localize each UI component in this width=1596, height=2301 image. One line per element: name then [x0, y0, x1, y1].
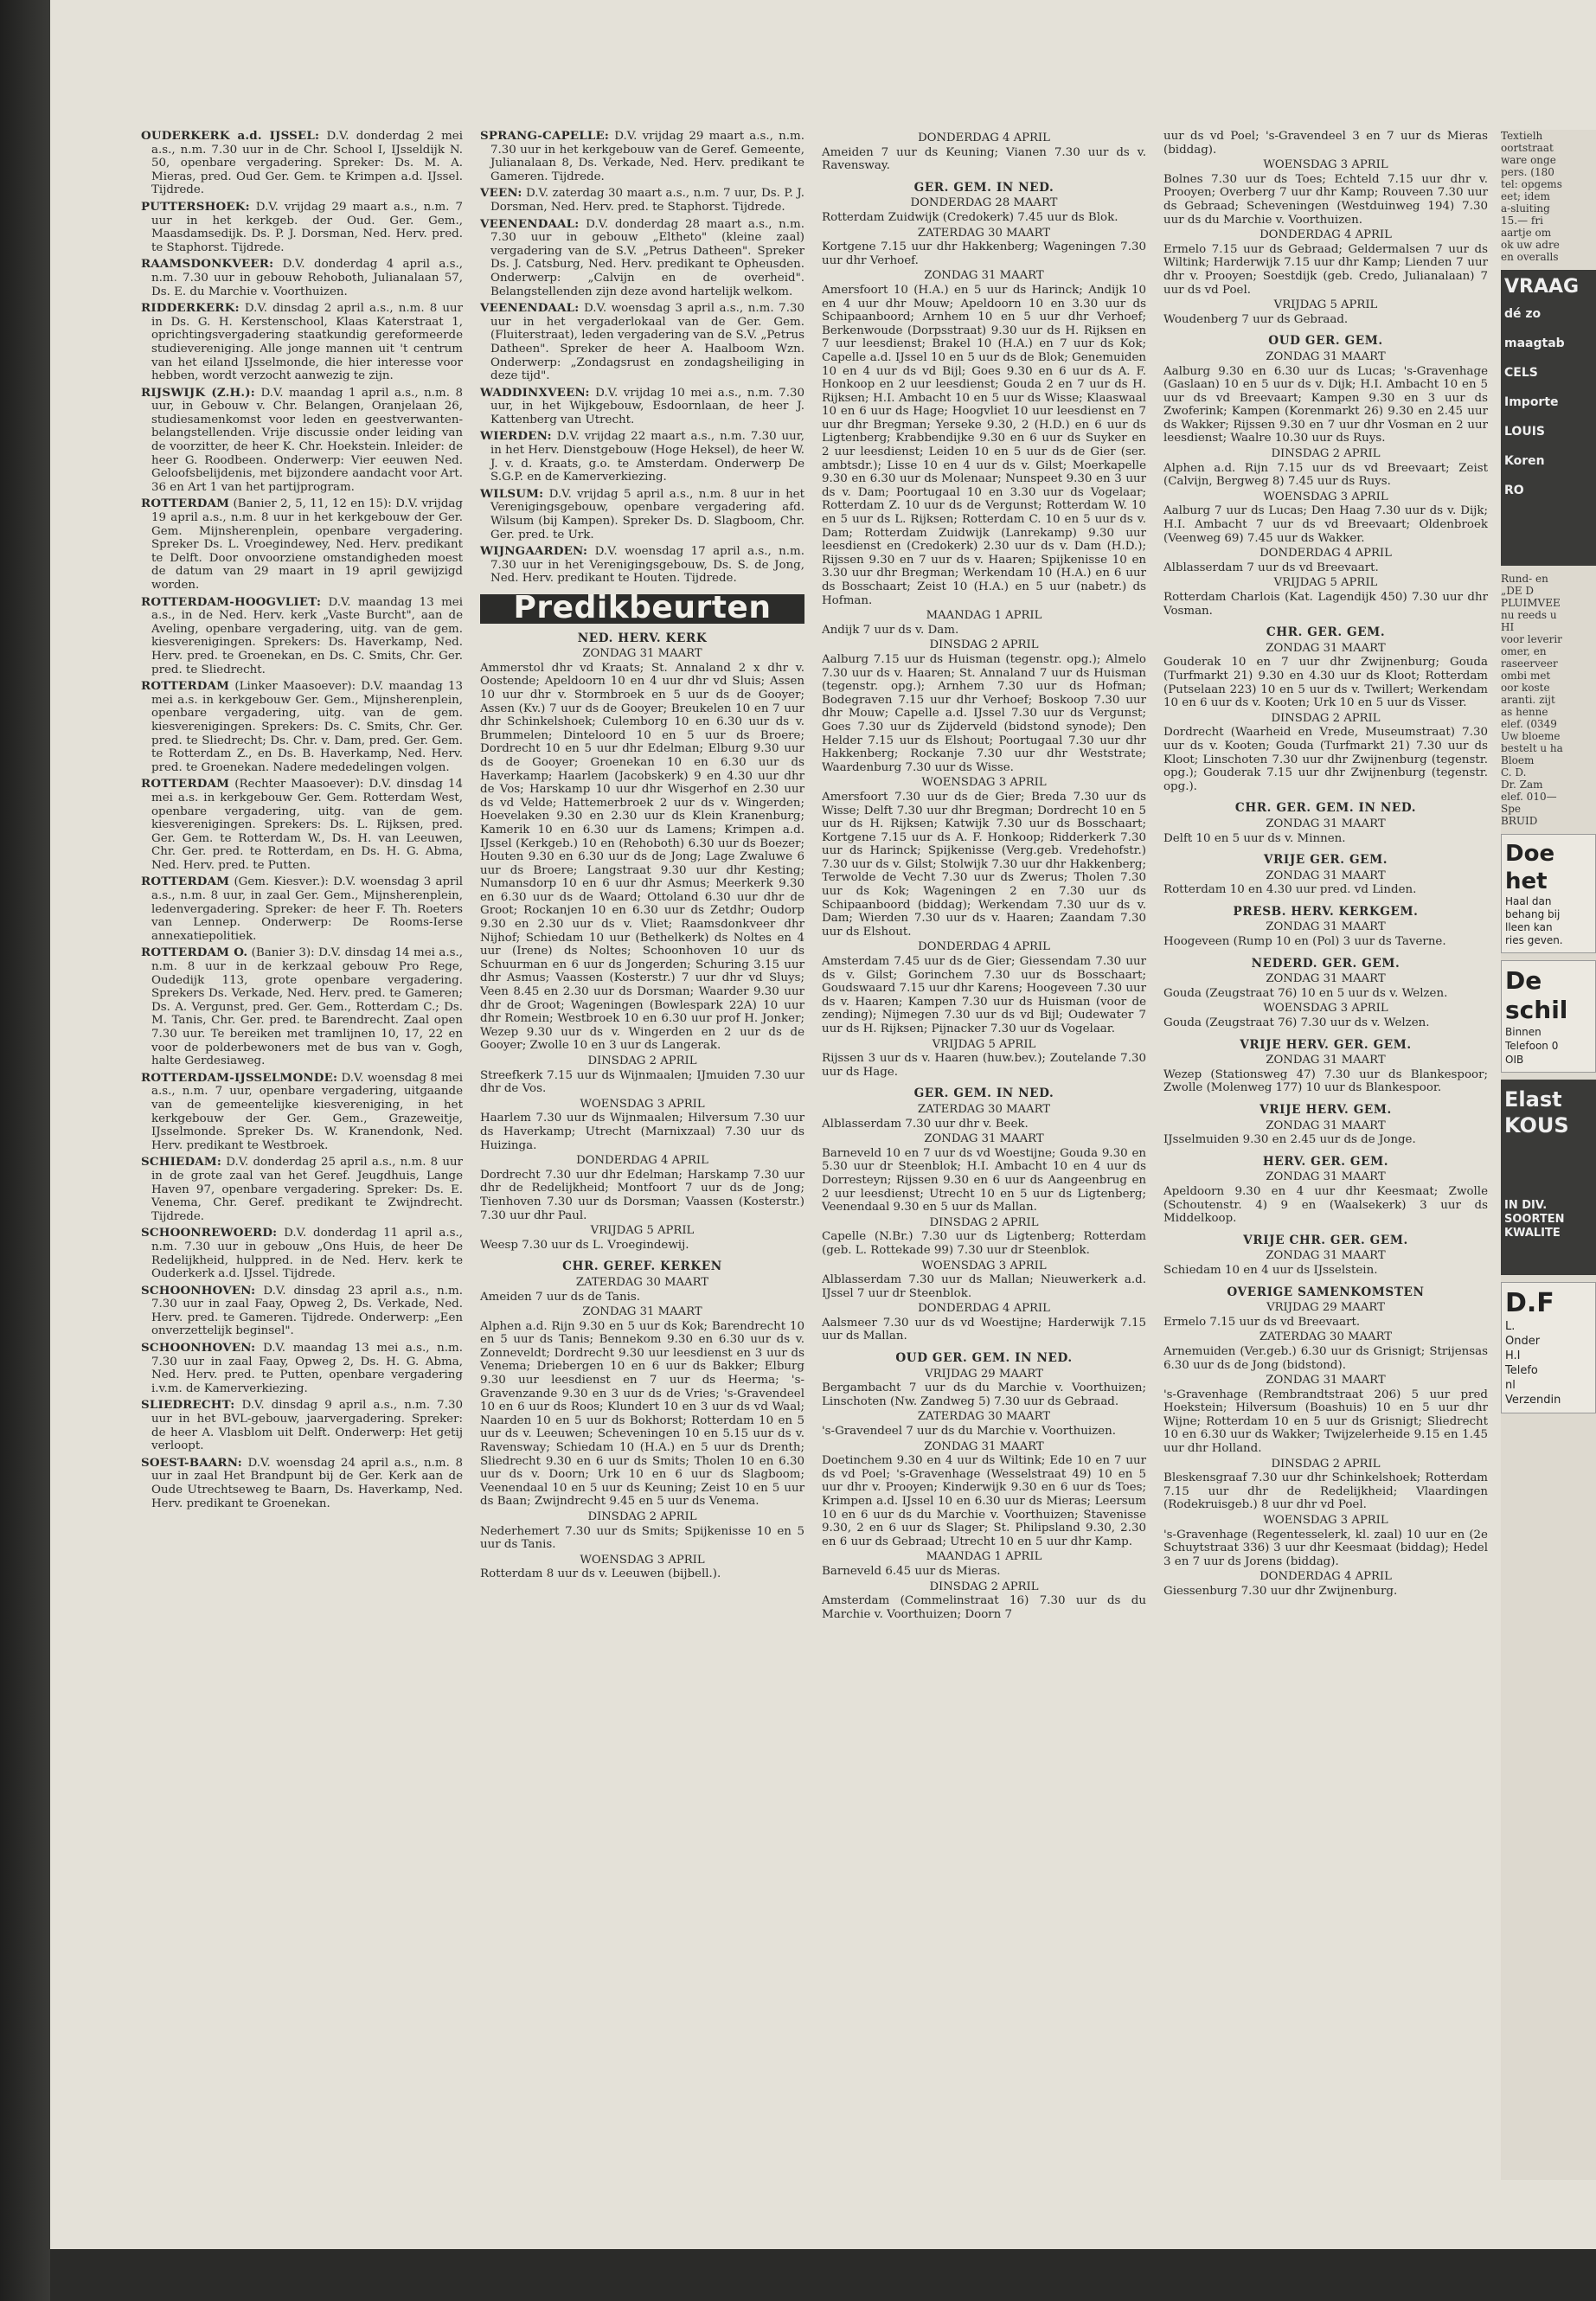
- meeting-entry: [141, 778, 463, 872]
- meeting-text: D.V. vrijdag 5 april a.s., n.m. 8 uur in het Verenigingsgebouw, openbare vergadering afd. Wilsum (bij Kampen). Spreker Ds. D. Slagboom, Chr. Ger. pred. te Urk.: [490, 487, 804, 542]
- date-heading: ZATERDAG 30 MAART: [575, 1275, 709, 1289]
- date-heading: WOENSDAG 3 APRIL: [1263, 1002, 1388, 1016]
- meeting-entry: [141, 302, 463, 383]
- date-heading: ZATERDAG 30 MAART: [917, 1102, 1051, 1116]
- date-heading: WOENSDAG 3 APRIL: [921, 1259, 1047, 1272]
- date-heading: ZONDAG 31 MAART: [1266, 641, 1386, 655]
- meeting-entry: [480, 430, 804, 484]
- service-listing: Kortgene 7.15 uur dhr Hakkenberg; Wageningen 7.30 uur dhr Verhoef.: [822, 240, 1146, 267]
- denomination-heading: VRIJE CHR. GER. GEM.: [1243, 1233, 1408, 1247]
- strip-text-line: nu reeds u: [1501, 609, 1557, 621]
- date-heading: ZONDAG 31 MAART: [924, 1439, 1044, 1453]
- meeting-entry: [141, 387, 463, 495]
- service-listing: IJsselmuiden 9.30 en 2.45 uur ds de Jonge.: [1163, 1133, 1416, 1147]
- date-heading: ZONDAG 31 MAART: [1266, 1170, 1386, 1184]
- strip-text-line: a-sluiting: [1501, 202, 1550, 215]
- service-listing: Gouda (Zeugstraat 76) 10 en 5 uur ds v. Welzen.: [1163, 986, 1448, 1000]
- service-listing: Dordrecht 7.30 uur dhr Edelman; Harskamp 7.30 uur dhr de Redelijkheid; Montfoort 7 uur ds de Jong; Tienhoven 7.30 uur ds Dorsman; Vaassen (Kosterstr.) 7.30 uur dhr Paul.: [480, 1168, 804, 1222]
- advertisement-doe-het: [1501, 834, 1596, 953]
- ad-text: Telefoon 0: [1505, 1040, 1559, 1052]
- ad-text: D.F: [1505, 1288, 1554, 1318]
- service-listing: Gouda (Zeugstraat 76) 7.30 uur ds v. Welzen.: [1163, 1016, 1430, 1030]
- service-listing: Bergambacht 7 uur ds du Marchie v. Voorthuizen; Linschoten (Nw. Zandweg 5) 7.30 uur ds Gebraad.: [822, 1381, 1146, 1408]
- date-heading: DONDERDAG 4 APRIL: [1259, 228, 1392, 242]
- service-listing: Aalburg 7.15 uur ds Huisman (tegenstr. opg.); Almelo 7.30 uur ds v. Haaren; St. Annaland 7 uur ds Huisman (tegenstr. opg.); Arnhem 7.30 uur ds Hofman; Bodegraven 7.15 uur dhr Verhoef; Boskoop 7.30 uur dhr Mouw; Capelle a.d. IJssel 7.30 uur ds Vergunst; Goes 7.30 uur ds Zijderveld (bidstond synode); Den Helder 7.15 uur ds Elshout; Poortugaal 7.30 uur dhr Hakkenberg; Rockanje 7.30 uur dhr Weststrate; Waardenburg 7.30 uur ds Wisse.: [822, 652, 1146, 774]
- meeting-text: D.V. maandag 13 mei a.s., in de Ned. Herv. kerk „Vaste Burcht", aan de Aveling, openbare vergadering, uitg. van de gem. kiesverenigingen. Sprekers: Ds. Haverkamp, Ned. Herv. pred. te Groenekan, en Ds. C. Smits, Chr. Ger. pred. te Sliedrecht.: [151, 595, 463, 676]
- date-heading: VRIJDAG 5 APRIL: [1273, 298, 1378, 312]
- advertisement-vraag: [1501, 270, 1596, 566]
- service-listing: Giessenburg 7.30 uur dhr Zwijnenburg.: [1163, 1585, 1398, 1598]
- strip-text-line: tel: opgems: [1501, 178, 1562, 190]
- denomination-heading: VRIJE HERV. GEM.: [1259, 1103, 1392, 1117]
- date-heading: WOENSDAG 3 APRIL: [1263, 158, 1388, 172]
- advertisement-df: [1501, 1282, 1596, 1413]
- ad-text: Onder: [1505, 1335, 1541, 1348]
- date-heading: WOENSDAG 3 APRIL: [921, 776, 1047, 790]
- date-heading: WOENSDAG 3 APRIL: [580, 1097, 705, 1111]
- ad-text: behang bij: [1505, 908, 1561, 920]
- service-listing: Amersfoort 7.30 uur ds de Gier; Breda 7.30 uur ds Wisse; Delft 7.30 uur dhr Bregman; Dordrecht 10 en 5 uur ds H. Rijksen; Katwijk 7.30 uur ds Bosschaart; Kortgene 7.15 uur ds A. F. Honkoop; Ridderkerk 7.30 uur ds Harinck; Spijkenisse (Verg.geb. Vredehofstr.) 7.30 uur ds v. Gilst; Stolwijk 7.30 uur dhr Hakkenberg; Terwolde de Vecht 7.30 uur ds Zwerus; Tholen 7.30 uur ds Kok; Wageningen 2 en 7.30 uur ds Schipaanboord (biddag); Werkendam 7.30 uur ds v. Dam; Wierden 7.30 uur ds v. Haaren; Zaandam 7.30 uur ds Elshout.: [822, 790, 1146, 939]
- meeting-entry: [141, 497, 463, 592]
- strip-text-line: Uw bloeme: [1501, 730, 1561, 742]
- strip-text-line: C. D.: [1501, 766, 1527, 779]
- ad-text: Haal dan: [1505, 895, 1552, 907]
- meeting-place: ROTTERDAM: [141, 777, 230, 792]
- service-listing: Barneveld 10 en 7 uur ds vd Woestijne; Gouda 9.30 en 5.30 uur dr Steenblok; H.I. Ambacht 10 en 4 uur ds Dorresteyn; Rijssen 9.30 en 6 uur ds Aangeenbrug en 2 uur leesdienst; Utrecht 10 en 5 uur ds Ligtenberg; Veenendaal 9.30 en 5 uur ds Mallan.: [822, 1146, 1146, 1215]
- service-listing: Rotterdam 10 en 4.30 uur pred. vd Linden.: [1163, 883, 1417, 897]
- meeting-entry: [141, 130, 463, 197]
- ad-text: schil: [1505, 996, 1568, 1024]
- column-services-continued: [1163, 130, 1488, 1600]
- ad-spacer: [1504, 1138, 1593, 1199]
- meeting-text: D.V. donderdag 2 mei a.s., n.m. 7.30 uur in de Chr. School I, IJsseldijk N. 50, openbare vergadering. Spreker: Ds. M. A. Mieras, pred. Oud Ger. Gem. te Krimpen a.d. IJssel. Tijdrede.: [151, 130, 463, 197]
- date-heading: ZONDAG 31 MAART: [1266, 1118, 1386, 1132]
- meeting-text: D.V. maandag 1 april a.s., n.m. 8 uur, in Gebouw v. Chr. Belangen, Oranjelaan 26, studiesamenkomst voor leden en geestverwanten-belangstellenden. Vrije discussie onder leiding van de voorzitter, de heer K. Chr. Hoekstein. Inleider: de heer G. Roodbeen. Onderwerp: Vier eeuwen Ned. Geloofsbelijdenis, met bijzondere aandacht voor Art. 36 en Art 1 van het partijprogram.: [151, 386, 463, 494]
- meeting-text: D.V. woensdag 8 mei a.s., n.m. 7 uur, openbare vergadering, uitgaande van de gemeentelijke kiesvereniging, in het kerkgebouw der Ger. Gem., Grazeweitje, IJsselmonde. Spreker Ds. W. Kranendonk, Ned. Herv. predikant te Westbroek.: [151, 1071, 463, 1152]
- meeting-text: D.V. woensdag 17 april a.s., n.m. 7.30 uur in het Verenigingsgebouw, Ds. S. de Jong, Ned. Herv. predikant te Houten. Tijdrede.: [490, 545, 804, 586]
- date-heading: WOENSDAG 3 APRIL: [1263, 1514, 1388, 1528]
- ad-text: maagtab: [1504, 336, 1565, 350]
- ad-text: dé zo: [1504, 307, 1542, 321]
- service-listing: Nederhemert 7.30 uur ds Smits; Spijkenisse 10 en 5 uur ds Tanis.: [480, 1524, 804, 1552]
- service-listing: Ameiden 7 uur ds de Tanis.: [480, 1290, 640, 1304]
- meeting-place: VEENENDAAL:: [480, 301, 580, 316]
- ad-text: De: [1505, 966, 1542, 995]
- meeting-text: D.V. donderdag 11 april a.s., n.m. 7.30 uur in gebouw „Ons Huis, de heer De Redelijkheid, hulppred. in de Ned. Herv. kerk te Ouderkerk a.d. IJssel. Tijdrede.: [151, 1227, 464, 1281]
- ad-text: Telefo: [1505, 1364, 1538, 1377]
- service-listing: Amersfoort 10 (H.A.) en 5 uur ds Harinck; Andijk 10 en 4 uur dhr Mouw; Apeldoorn 10 en 3.30 uur ds Schipaanboord; Arnhem 10 en 5 uur dhr Verhoef; Berkenwoude (Dorpsstraat) 9.30 uur ds H. Rijksen en 7 uur leesdienst; Brakel 10 (H.A.) en 7 uur ds Kok; Capelle a.d. IJssel 10 en 5 uur ds de Blok; Genemuiden 10 en 4 uur ds vd Bijl; Goes 9.30 en 6 uur ds A. F. Honkoop en 2 uur leesdienst; Gouda 2 en 7 uur ds H. Rijksen; H.I. Ambacht 10 en 5 uur ds Wisse; Klaaswaal 10 en 6 uur ds Hage; Hoogvliet 10 uur leesdienst en 7 uur dhr Bregman; Yerseke 9.30, 2 (H.D.) en 6 uur ds Ligtenberg; Krabbendijke 9.30 en 6 uur ds Suyker en 2 uur leesdienst; Leiden 10 en 5 uur ds de Gier (ser. ambtsdr.); Lisse 10 en 4 uur ds v. Gilst; Moerkapelle 9.30 en 6.30 uur ds Molenaar; Nunspeet 9.30 en 3 uur ds v. Dam; Poortugaal 10 en 3.30 uur ds Vogelaar; Rotterdam Z. 10 uur ds de Vergunst; Rotterdam W. 10 en 5 uur ds L. Rijksen; Rotterdam C. 10 en 5 uur ds v. Dam; Rotterdam Zuidwijk (Lanrekamp) 9.30 uur leesdienst en (Credokerk) 2.30 uur ds v. Dam (H.D.); Rijssen 9.30 en 7 uur ds v. Haaren; Spijkenisse 10 en 3.30 uur dhr Bregman; Werkendam 10 (H.A.) en 6 uur ds Bosschaart; Zeist 10 (H.A.) en 5 uur (nabetr.) ds Hofman.: [822, 283, 1146, 607]
- meeting-entry: [141, 875, 463, 943]
- date-heading: ZONDAG 31 MAART: [1266, 972, 1386, 986]
- strip-text-line: ombi met: [1501, 670, 1551, 682]
- service-listing: Ermelo 7.15 uur ds Gebraad; Geldermalsen 7 uur ds Wiltink; Harderwijk 7.15 uur dhr Kamp; Lienden 7 uur dhr v. Prooyen; Soestdijk (geb. Credo, Julianalaan) 7 uur ds vd Poel.: [1163, 242, 1488, 297]
- service-listing: Andijk 7 uur ds v. Dam.: [822, 623, 959, 637]
- strip-text-line: ware onge: [1501, 154, 1556, 166]
- strip-text-line: aartje om: [1501, 227, 1552, 239]
- ad-text: Elast: [1504, 1087, 1562, 1112]
- ad-text: IN DIV.: [1504, 1199, 1548, 1212]
- meeting-place: WIERDEN:: [480, 429, 552, 444]
- ad-text: VRAAG: [1504, 276, 1580, 298]
- ad-text: H.I: [1505, 1349, 1521, 1362]
- strip-text-line: Spe: [1501, 803, 1522, 815]
- meeting-place: RIDDERKERK:: [141, 301, 240, 316]
- service-listing: Ameiden 7 uur ds Keuning; Vianen 7.30 uur ds v. Ravensway.: [822, 145, 1146, 173]
- date-heading: DINSDAG 2 APRIL: [929, 1580, 1039, 1593]
- date-heading: ZONDAG 31 MAART: [582, 1305, 702, 1319]
- strip-text-line: Rund- en: [1501, 573, 1548, 585]
- ad-text: Importe: [1504, 395, 1559, 409]
- meeting-text: (Rechter Maasoever): D.V. dinsdag 14 mei a.s. in kerkgebouw Ger. Gem. Rotterdam West, openbare vergadering, uitg. van de gem. kiesverenigingen. Sprekers: Ds. L. Rijksen, pred. Ger. Gem. te Rotterdam W., Ds. H. van Leeuwen, Chr. Ger. pred. te Rotterdam, en Ds. H. G. Abma, Ned. Herv. pred. te Putten.: [151, 778, 463, 872]
- service-listing: Bleskensgraaf 7.30 uur dhr Schinkelshoek; Rotterdam 7.15 uur dhr de Redelijkheid; Vlaardingen (Rodekruisgeb.) 8 uur dhr vd Poel.: [1163, 1471, 1488, 1512]
- service-listing: Apeldoorn 9.30 en 4 uur dhr Keesmaat; Zwolle (Schoutenstr. 4) 9 en (Waalsekerk) 3 uur ds Middelkoop.: [1163, 1184, 1488, 1226]
- column-meetings: [141, 130, 463, 1514]
- denomination-heading: NED. HERV. KERK: [577, 631, 708, 645]
- service-listing: Alblasserdam 7.30 uur dhr v. Beek.: [822, 1117, 1029, 1131]
- meeting-text: D.V. woensdag 24 april a.s., n.m. 8 uur in zaal Het Brandpunt bij de Ger. Kerk aan de Oude Utrechtseweg te Baarn, Ds. Haverkamp, Ned. Herv. predikant te Groenekan.: [151, 1456, 463, 1510]
- scan-edge-bottom: [50, 2249, 1596, 2301]
- meeting-place: WILSUM:: [480, 486, 544, 501]
- service-listing: Wezep (Stationsweg 47) 7.30 uur ds Blankespoor; Zwolle (Molenweg 177) 10 uur ds Blankespoor.: [1163, 1067, 1488, 1095]
- ad-text: KWALITE: [1504, 1227, 1561, 1240]
- service-listing: uur ds vd Poel; 's-Gravendeel 3 en 7 uur ds Mieras (biddag).: [1163, 130, 1488, 157]
- service-listing: Amsterdam 7.45 uur ds de Gier; Giessendam 7.30 uur ds v. Gilst; Gorinchem 7.30 uur ds Bosschaart; Goudswaard 7.15 uur dhr Karens; Hoogeveen 7.30 uur ds v. Haaren; Kampen 7.30 uur ds Huisman (voor de zending); Nijmegen 7.30 uur ds vd Bijl; Oudewater 7 uur ds H. Rijksen; Pijnacker 7.30 uur ds Vogelaar.: [822, 955, 1146, 1035]
- denomination-heading: PRESB. HERV. KERKGEM.: [1233, 904, 1419, 919]
- strip-text-line: omer, en: [1501, 645, 1547, 657]
- strip-text-line: elef. 010—: [1501, 791, 1557, 803]
- denomination-heading: VRIJE GER. GEM.: [1263, 853, 1388, 868]
- meeting-entry: [141, 596, 463, 677]
- meeting-text: (Gem. Kiesver.): D.V. woensdag 3 april a.s., n.m. 8 uur, in zaal Ger. Gem., Mijnsherenplein, ledenvergadering. Spreker: de heer F. Th. Roeters van Lennep. Onderwerp: De Rooms-Ierse annexatiepolitiek.: [151, 875, 463, 943]
- ad-text: KOUS: [1504, 1113, 1569, 1138]
- meeting-entry: [141, 946, 463, 1067]
- meeting-place: WADDINXVEEN:: [480, 385, 590, 400]
- meeting-entry: [141, 201, 463, 254]
- meeting-place: RIJSWIJK (Z.H.):: [141, 385, 255, 400]
- strip-text-line: en overalls: [1501, 251, 1559, 263]
- service-listing: Dordrecht (Waarheid en Vrede, Museumstraat) 7.30 uur ds v. Kooten; Gouda (Turfmarkt 21) 7.30 uur ds Kloot; Linschoten 7.30 uur dhr Zwijnenburg (tegenstr. opg.); Gouderak 7.15 uur dhr Zwijnenburg (tegenstr. opg.).: [1163, 726, 1488, 793]
- ad-text: nl: [1505, 1379, 1516, 1392]
- date-heading: ZONDAG 31 MAART: [1266, 1374, 1386, 1388]
- meeting-entry: [141, 1227, 463, 1280]
- predikbeurten-banner: Predikbeurten: [480, 594, 804, 624]
- date-heading: DINSDAG 2 APRIL: [1271, 447, 1381, 461]
- service-listing: Aalburg 9.30 en 6.30 uur ds Lucas; 's-Gravenhage (Gaslaan) 10 en 5 uur ds v. Dijk; H.I. Ambacht 10 en 5 uur ds vd Breevaart; Kampen 9.30 en 3 uur ds Zwoferink; Kampen (Korenmarkt 26) 9.30 en 2.45 uur ds Wakker; Rijssen 9.30 en 7 uur dhr Vosman en 2 uur leesdienst; Waalre 10.30 uur ds Ruys.: [1163, 364, 1488, 445]
- date-heading: DONDERDAG 4 APRIL: [918, 1302, 1050, 1316]
- service-listing: Amsterdam (Commelinstraat 16) 7.30 uur ds du Marchie v. Voorthuizen; Doorn 7: [822, 1594, 1146, 1621]
- adjacent-page-strip: [1501, 130, 1596, 2180]
- service-listing: 's-Gravenhage (Regentesselerk, kl. zaal) 10 uur en (2e Schuytstraat 336) 3 uur dhr Keesmaat (biddag); Hedel 3 en 7 uur ds Jorens (biddag).: [1163, 1528, 1488, 1568]
- strip-text-line: eet; idem: [1501, 190, 1550, 202]
- ad-text: ries geven.: [1505, 934, 1563, 946]
- date-heading: DINSDAG 2 APRIL: [587, 1510, 697, 1523]
- date-heading: DINSDAG 2 APRIL: [929, 1215, 1039, 1229]
- denomination-heading: VRIJE HERV. GER. GEM.: [1240, 1037, 1412, 1052]
- meeting-entry: [480, 488, 804, 542]
- service-listing: Schiedam 10 en 4 uur ds IJsselstein.: [1163, 1263, 1378, 1277]
- denomination-heading: HERV. GER. GEM.: [1262, 1154, 1389, 1169]
- service-listing: Aalsmeer 7.30 uur ds vd Woestijne; Harderwijk 7.15 uur ds Mallan.: [822, 1316, 1146, 1343]
- service-listing: Bolnes 7.30 uur ds Toes; Echteld 7.15 uur dhr v. Prooyen; Overberg 7 uur dhr Kamp; Rouveen 7.30 uur ds Gebraad; Scheveningen (Westduinweg 194) 7.30 uur ds du Marchie v. Voorthuizen.: [1163, 172, 1488, 227]
- date-heading: ZATERDAG 30 MAART: [1259, 1330, 1393, 1344]
- strip-text-line: oortstraat: [1501, 142, 1554, 154]
- service-listing: Ermelo 7.15 uur ds vd Breevaart.: [1163, 1315, 1361, 1329]
- date-heading: MAANDAG 1 APRIL: [926, 609, 1042, 623]
- date-heading: ZATERDAG 30 MAART: [917, 1410, 1051, 1424]
- meeting-place: PUTTERSHOEK:: [141, 199, 250, 214]
- denomination-heading: CHR. GER. GEM.: [1266, 625, 1386, 640]
- denomination-heading: CHR. GEREF. KERKEN: [562, 1259, 722, 1274]
- column-services: [822, 130, 1146, 1623]
- meeting-entry: [480, 302, 804, 383]
- meeting-text: D.V. maandag 13 mei a.s., n.m. 7.30 uur in zaal Faay, Opweg 2, Ds. H. G. Abma, Ned. Herv. pred. te Putten, openbare vergadering i.v.m. de Kamerverkiezing.: [151, 1342, 463, 1395]
- strip-text-line: 15.— fri: [1501, 215, 1543, 227]
- service-listing: Alphen a.d. Rijn 7.15 uur ds vd Breevaart; Zeist (Calvijn, Bergweg 8) 7.45 uur ds Ruys.: [1163, 461, 1488, 489]
- service-listing: Alphen a.d. Rijn 9.30 en 5 uur ds Kok; Barendrecht 10 en 5 uur ds Tanis; Bennekom 9.30 en 6.30 uur ds v. Zonneveldt; Dordrecht 9.30 uur leesdienst en 3 uur ds Venema; Driebergen 10 en 6 uur ds Bakker; Elburg 9.30 uur leesdienst en 7 uur ds Heerma; 's-Gravenzande 9.30 en 3 uur ds de Vries; 's-Gravendeel 10 en 6 uur ds Roos; Klundert 10 en 3 uur ds vd Waal; Naarden 10 en 5 uur ds Bokhorst; Rotterdam 10 en 5 uur ds v. Leeuwen; Scheveningen 10 en 5.15 uur ds v. Ravensway; Schiedam 10 (H.A.) en 5 uur ds Drenth; Sliedrecht 9.30 en 6 uur ds Smits; Tholen 10 en 6.30 uur ds v. Doorn; Urk 10 en 6 uur ds Slagboom; Veenendaal 10 en 5 uur ds Keuning; Zeist 10 en 5 uur ds Baan; Zwijndrecht 9.45 en 5 uur ds Venema.: [480, 1319, 804, 1509]
- meeting-place: OUDERKERK a.d. IJSSEL:: [141, 129, 320, 143]
- column-meetings-and-services: [480, 130, 804, 1583]
- denomination-heading: GER. GEM. IN NED.: [913, 1086, 1054, 1101]
- ad-text: lleen kan: [1505, 921, 1553, 933]
- strip-text-line: raseerveer: [1501, 657, 1558, 670]
- meeting-place: SCHOONHOVEN:: [141, 1341, 256, 1356]
- meeting-text: D.V. zaterdag 30 maart a.s., n.m. 7 uur, Ds. P. J. Dorsman, Ned. Herv. pred. te Staphorst. Tijdrede.: [490, 187, 804, 214]
- meeting-place: ROTTERDAM: [141, 497, 230, 511]
- date-heading: DONDERDAG 4 APRIL: [918, 131, 1050, 144]
- service-listing: 's-Gravenhage (Rembrandtstraat 206) 5 uur pred Hoekstein; Hilversum (Boashuis) 10 en 5 uur dhr Wijne; Rotterdam 10 en 5 uur ds Grisnigt; Sliedrecht 10 en 6.30 uur ds Wakker; Twijzelerheide 9.15 en 1.45 uur dhr Holland.: [1163, 1388, 1488, 1456]
- ad-text: Koren: [1504, 454, 1545, 468]
- meeting-place: SCHOONREWOERD:: [141, 1226, 278, 1240]
- strip-text-line: elef. (0349: [1501, 718, 1557, 730]
- date-heading: DONDERDAG 4 APRIL: [918, 940, 1050, 954]
- meeting-text: D.V. dinsdag 9 april a.s., n.m. 7.30 uur in het BVL-gebouw, jaarvergadering. Spreker: de heer A. Vlasblom uit Delft. Onderwerp: Het getij verloopt.: [151, 1399, 463, 1453]
- meeting-place: ROTTERDAM: [141, 875, 230, 889]
- meeting-entry: [480, 187, 804, 214]
- date-heading: DINSDAG 2 APRIL: [587, 1054, 697, 1067]
- meeting-place: WIJNGAARDEN:: [480, 544, 588, 559]
- service-listing: Woudenberg 7 uur ds Gebraad.: [1163, 312, 1349, 326]
- date-heading: VRIJDAG 5 APRIL: [932, 1037, 1036, 1051]
- date-heading: ZONDAG 31 MAART: [1266, 817, 1386, 830]
- meeting-entry: [141, 1156, 463, 1223]
- strip-text-line: bestelt u ha: [1501, 742, 1563, 754]
- service-listing: Ammerstol dhr vd Kraats; St. Annaland 2 x dhr v. Oostende; Apeldoorn 10 en 4 uur dhr vd Sluis; Assen 10 uur dhr v. Stormbroek en 5 uur ds de Gooyer; Assen (Kv.) 7 uur ds de Gooyer; Breukelen 10 en 7 uur dhr Schinkelshoek; Culemborg 10 en 6.30 uur ds v. Brummelen; Dinteloord 10 en 5 uur ds Broere; Dordrecht 10 en 5 uur dhr Edelman; Elburg 9.30 uur ds de Gooyer; Groenekan 10 en 6.30 uur ds Haverkamp; Haarlem (Jacobskerk) 9 en 4.30 uur dhr de Vos; Harskamp 10 uur dhr Wisgerhof en 2.30 uur ds vd Velde; Hattemerbroek 2 uur ds v. Wingerden; Hoevelaken 9.30 en 2.30 uur ds Klein Kranenburg; Kamerik 10 en 6.30 uur ds Lamens; Krimpen a.d. IJssel (Kerkgeb.) 10 en (Rehoboth) 6.30 uur ds Boezer; Houten 9.30 en 6.30 uur ds de Jong; Lage Zwaluwe 6 uur ds Broere; Langstraat 9.30 uur dhr Kesting; Numansdorp 10 en 6 uur dhr Asmus; Meerkerk 9.30 en 6.30 uur ds de Waard; Ottoland 6.30 uur dhr de Groot; Rockanjen 10 en 6.30 uur ds Zetdhr; Oudorp 9.30 en 2.30 uur ds v. Vliet; Raamsdonkveer dhr Nijhof; Schiedam 10 uur (Bethelkerk) ds Noltes en 4 uur (Irene) ds Noltes; Schoonhoven 10 uur ds Schuurman en 6 uur ds Jongerden; Schuring 3.15 uur dhr Asmus; Vaassen (Kosterstr.) 7 uur dhr vd Sluys; Veen 8.45 en 2.30 uur ds Dorsman; Waarder 9.30 uur dhr de Groot; Wageningen (Bowlespark 22A) 10 uur dhr Romein; Westbroek 10 en 6.30 uur prof H. Jonker; Wezep 9.30 uur ds v. Wingerden en 2 uur ds de Gooyer; Zwolle 10 en 3 uur ds Langerak.: [480, 661, 804, 1053]
- service-listing: Weesp 7.30 uur ds L. Vroegindewij.: [480, 1238, 689, 1252]
- meeting-entry: [141, 1342, 463, 1395]
- denomination-heading: GER. GEM. IN NED.: [913, 180, 1054, 195]
- strip-text-line: BRUID: [1501, 815, 1538, 827]
- service-listing: Capelle (N.Br.) 7.30 uur ds Ligtenberg; Rotterdam (geb. L. Rottekade 99) 7.30 uur dr Steenblok.: [822, 1230, 1146, 1257]
- date-heading: VRIJDAG 29 MAART: [1266, 1301, 1385, 1315]
- meeting-entry: [141, 1457, 463, 1510]
- date-heading: WOENSDAG 3 APRIL: [1263, 490, 1388, 503]
- strip-text-line: ok uw adre: [1501, 239, 1560, 251]
- date-heading: ZONDAG 31 MAART: [1266, 1249, 1386, 1263]
- ad-text: Binnen: [1505, 1026, 1542, 1038]
- date-heading: MAANDAG 1 APRIL: [926, 1550, 1042, 1564]
- strip-text-line: as henne: [1501, 706, 1548, 718]
- meeting-text: D.V. donderdag 28 maart a.s., n.m. 7.30 uur in gebouw „Eltheto" (kleine zaal) vergadering van de S.V. „Petrus Datheen". Spreker Ds. J. Catsburg, Ned. Herv. predikant te Opheusden. Onderwerp: „Calvijn en de overheid". Belangstellenden zijn deze avond hartelijk welkom.: [490, 217, 804, 298]
- strip-text-line: oor koste: [1501, 682, 1550, 694]
- service-listing: Arnemuiden (Ver.geb.) 6.30 uur ds Grisnigt; Strijensas 6.30 uur ds de Jong (bidstond).: [1163, 1344, 1488, 1372]
- meeting-place: ROTTERDAM: [141, 679, 230, 694]
- meeting-entry: [141, 1285, 463, 1338]
- meeting-text: D.V. vrijdag 29 maart a.s., n.m. 7 uur in het kerkgeb. der Oud. Ger. Gem., Maasdamsedijk. Ds. P. J. Dorsman, Ned. Herv. pred. te Staphorst. Tijdrede.: [151, 200, 463, 254]
- meeting-text: D.V. vrijdag 10 mei a.s., n.m. 7.30 uur, in het Wijkgebouw, Esdoornlaan, de heer J. Kattenberg van Utrecht.: [490, 386, 804, 426]
- date-heading: DONDERDAG 4 APRIL: [1259, 547, 1392, 561]
- service-listing: Hoogeveen (Rump 10 en (Pol) 3 uur ds Taverne.: [1163, 935, 1446, 949]
- meeting-place: SLIEDRECHT:: [141, 1398, 235, 1413]
- strip-text-line: „DE D: [1501, 585, 1535, 597]
- service-listing: Rotterdam Zuidwijk (Credokerk) 7.45 uur ds Blok.: [822, 210, 1118, 224]
- service-listing: Gouderak 10 en 7 uur dhr Zwijnenburg; Gouda (Turfmarkt 21) 9.30 en 4.30 uur ds Kloot; Rotterdam (Putselaan 223) 10 en 5 uur ds v. Twillert; Werkendam 10 en 6 uur ds v. Kooten; Urk 10 en 5 uur ds Visser.: [1163, 656, 1488, 710]
- meeting-entry: [480, 387, 804, 427]
- date-heading: ZONDAG 31 MAART: [1266, 920, 1386, 934]
- meeting-place: ROTTERDAM O.: [141, 945, 248, 960]
- date-heading: ZONDAG 31 MAART: [1266, 349, 1386, 363]
- strip-text-line: pers. (180: [1501, 166, 1554, 178]
- advertisement-elastic-kousen: [1501, 1080, 1596, 1275]
- meeting-entry: [141, 258, 463, 298]
- meeting-text: D.V. dinsdag 23 april a.s., n.m. 7.30 uur in zaal Faay, Opweg 2, Ds. Verkade, Ned. Herv. pred. te Gameren. Tijdrede. Onderwerp: „Een onverzettelijk beginsel".: [151, 1284, 463, 1338]
- strip-text-line: voor leverir: [1501, 633, 1562, 645]
- denomination-heading: CHR. GER. GEM. IN NED.: [1234, 801, 1417, 816]
- ad-text: Verzendin: [1505, 1394, 1561, 1407]
- meeting-text: D.V. vrijdag 29 maart a.s., n.m. 7.30 uur in het kerkgebouw van de Geref. Gemeente, Julianalaan 8, Ds. Verkade, Ned. Herv. predikant te Gameren. Tijdrede.: [490, 130, 804, 183]
- denomination-heading: OVERIGE SAMENKOMSTEN: [1227, 1285, 1425, 1299]
- meeting-entry: [141, 1399, 463, 1452]
- date-heading: VRIJDAG 5 APRIL: [590, 1224, 695, 1238]
- meeting-place: ROTTERDAM-IJSSELMONDE:: [141, 1070, 338, 1085]
- service-listing: Delft 10 en 5 uur ds v. Minnen.: [1163, 831, 1346, 845]
- meeting-text: (Banier 2, 5, 11, 12 en 15): D.V. vrijdag 19 april a.s., n.m. 8 uur in het kerkgebouw der Ger. Gem. Mijnsherenplein, openbare vergadering. Spreker Ds. L. Vroegindewey, Ned. Herv. predikant te Delft. Door onvoorziene omstandigheden moest de datum van 29 maart in 19 april gewijzigd worden.: [151, 497, 463, 592]
- meeting-text: (Banier 3): D.V. dinsdag 14 mei a.s., n.m. 8 uur in de kerkzaal gebouw Pro Rege, Oudedijk 113, grote openbare vergadering. Sprekers Ds. Verkade, Ned. Herv. pred. te Gameren; Ds. A. Vergunst, pred. Ger. Gem., Rotterdam C.; Ds. M. Tanis, Chr. Ger. pred. te Barendrecht. Zaal open 7.30 uur. Te bereiken met tramlijnen 10, 17, 22 en voor de polderbewoners met de bus van v. Gogh, halte Gerdesiaweg.: [151, 946, 463, 1068]
- date-heading: ZONDAG 31 MAART: [924, 1132, 1044, 1146]
- date-heading: VRIJDAG 29 MAART: [925, 1367, 1043, 1381]
- service-listing: Barneveld 6.45 uur ds Mieras.: [822, 1564, 1001, 1578]
- strip-text-line: Textielh: [1501, 130, 1543, 142]
- meeting-place: SOEST-BAARN:: [141, 1455, 242, 1470]
- denomination-heading: OUD GER. GEM.: [1268, 334, 1383, 349]
- strip-text-line: PLUIMVEE: [1501, 597, 1561, 609]
- meeting-text: D.V. donderdag 4 april a.s., n.m. 7.30 uur in gebouw Rehoboth, Julianalaan 57, Ds. E. du Marchie v. Voorthuizen.: [151, 258, 463, 298]
- meeting-entry: [480, 545, 804, 586]
- meeting-place: VEEN:: [480, 186, 522, 201]
- strip-text-line: HI: [1501, 621, 1515, 633]
- meeting-place: ROTTERDAM-HOOGVLIET:: [141, 594, 322, 609]
- service-listing: Alblasserdam 7 uur ds vd Breevaart.: [1163, 561, 1379, 574]
- advertisement-schil: [1501, 960, 1596, 1073]
- meeting-place: RAAMSDONKVEER:: [141, 257, 274, 272]
- ad-text: SOORTEN: [1504, 1213, 1565, 1226]
- ad-text: het: [1505, 868, 1548, 894]
- strip-text-line: Bloem: [1501, 754, 1535, 766]
- meeting-entry: [480, 218, 804, 299]
- meeting-place: SCHOONHOVEN:: [141, 1283, 256, 1298]
- strip-text-line: aranti. zijt: [1501, 694, 1555, 706]
- ad-text: OIB: [1505, 1054, 1524, 1066]
- service-listing: Rijssen 3 uur ds v. Haaren (huw.bev.); Zoutelande 7.30 uur ds Hage.: [822, 1052, 1146, 1079]
- ad-text: RO: [1504, 484, 1524, 497]
- date-heading: WOENSDAG 3 APRIL: [580, 1553, 705, 1567]
- meeting-entry: [141, 1072, 463, 1153]
- meeting-text: D.V. donderdag 25 april a.s., n.m. 8 uur in de grote zaal van het Geref. Jeugdhuis, Lange Haven 97, openbare vergadering. Spreker: Ds. E. Venema, Chr. Geref. predikant te Zwijndrecht. Tijdrede.: [151, 1156, 463, 1223]
- ad-text: Doe: [1505, 841, 1555, 867]
- ad-text: L.: [1505, 1320, 1516, 1333]
- date-heading: ZONDAG 31 MAART: [1266, 868, 1386, 882]
- meeting-place: VEENENDAAL:: [480, 216, 580, 231]
- date-heading: DINSDAG 2 APRIL: [929, 638, 1039, 652]
- meeting-entry: [480, 130, 804, 183]
- meeting-place: SCHIEDAM:: [141, 1155, 222, 1170]
- date-heading: DONDERDAG 4 APRIL: [576, 1154, 708, 1168]
- strip-text-line: Dr. Zam: [1501, 779, 1543, 791]
- meeting-text: D.V. dinsdag 2 april a.s., n.m. 8 uur in Ds. G. H. Kerstenschool, Klaas Katerstraat 1, oprichtingsvergadering staatkundig gereformeerde studievereniging. Alle jonge mannen uit 't centrum van het eiland IJsselmonde, die hier interesse voor hebben, wordt verzocht aanwezig te zijn.: [151, 302, 463, 383]
- service-listing: Streefkerk 7.15 uur ds Wijnmaalen; IJmuiden 7.30 uur dhr de Vos.: [480, 1068, 804, 1096]
- date-heading: ZONDAG 31 MAART: [582, 647, 702, 661]
- denomination-heading: NEDERD. GER. GEM.: [1251, 956, 1401, 971]
- date-heading: DINSDAG 2 APRIL: [1271, 1457, 1381, 1471]
- service-listing: Doetinchem 9.30 en 4 uur ds Wiltink; Ede 10 en 7 uur ds vd Poel; 's-Gravenhage (Wesselstraat 49) 10 en 5 uur dhr v. Prooyen; Kinderwijk 9.30 en 6 uur ds Toes; Krimpen a.d. IJssel 10 en 6.30 uur ds Mieras; Leersum 10 en 6 uur ds du Marchie v. Voorthuizen; Stavenisse 9.30, 2 en 6 uur ds Slager; St. Philipsland 9.30, 2.30 en 6 uur ds Gebraad; Utrecht 10 en 5 uur dhr Kamp.: [822, 1454, 1146, 1548]
- meeting-entry: [141, 680, 463, 774]
- service-listing: Aalburg 7 uur ds Lucas; Den Haag 7.30 uur ds v. Dijk; H.I. Ambacht 7 uur ds vd Breevaart; Oldenbroek (Veenweg 69) 7.45 uur ds Wakker.: [1163, 504, 1488, 545]
- ad-text: CELS: [1504, 366, 1538, 380]
- service-listing: Rotterdam Charlois (Kat. Lagendijk 450) 7.30 uur dhr Vosman.: [1163, 591, 1488, 618]
- denomination-heading: OUD GER. GEM. IN NED.: [895, 1351, 1073, 1366]
- service-listing: Rotterdam 8 uur ds v. Leeuwen (bijbell.).: [480, 1567, 721, 1581]
- date-heading: ZONDAG 31 MAART: [924, 269, 1044, 283]
- date-heading: DINSDAG 2 APRIL: [1271, 711, 1381, 725]
- scan-edge-left: [0, 0, 50, 2301]
- service-listing: Haarlem 7.30 uur ds Wijnmaalen; Hilversum 7.30 uur ds Haverkamp; Utrecht (Marnixzaal) 7.30 uur ds Huizinga.: [480, 1112, 804, 1152]
- service-listing: 's-Gravendeel 7 uur ds du Marchie v. Voorthuizen.: [822, 1425, 1116, 1439]
- meeting-text: (Linker Maasoever): D.V. maandag 13 mei a.s. in kerkgebouw Ger. Gem., Mijnsherenplein, openbare vergadering, uitg. van de gem. kiesverenigingen. Sprekers: Ds. C. Smits, Chr. Ger. pred. te Sliedrecht; Ds. Chr. v. Dam, pred. Ger. Gem. te Rotterdam Z., en Ds. B. Haverkamp, Ned. Herv. pred. te Groenekan. Nadere mededelingen volgen.: [151, 680, 463, 774]
- ad-text: LOUIS: [1504, 425, 1545, 439]
- date-heading: VRIJDAG 5 APRIL: [1273, 576, 1378, 590]
- meeting-text: D.V. vrijdag 22 maart a.s., n.m. 7.30 uur, in het Herv. Dienstgebouw (Hoge Heksel), de heer W. J. v. d. Kraats, g.o. te Amsterdam. Onderwerp De S.G.P. en de Kamerverkiezing.: [490, 430, 804, 484]
- date-heading: DONDERDAG 4 APRIL: [1259, 1570, 1392, 1584]
- service-listing: Alblasserdam 7.30 uur ds Mallan; Nieuwerkerk a.d. IJssel 7 uur dr Steenblok.: [822, 1273, 1146, 1300]
- date-heading: ZATERDAG 30 MAART: [917, 226, 1051, 240]
- date-heading: DONDERDAG 28 MAART: [910, 196, 1058, 210]
- date-heading: ZONDAG 31 MAART: [1266, 1054, 1386, 1067]
- meeting-place: SPRANG-CAPELLE:: [480, 129, 610, 143]
- meeting-text: D.V. woensdag 3 april a.s., n.m. 7.30 uur in het vergaderlokaal van de Ger. Gem. (Fluiterstraat), leden vergadering van de S.V. „Petrus Datheen". Spreker de heer A. Haalboom Wzn. Onderwerp: „Zondagsrust en zondagsheiliging in deze tijd".: [490, 302, 804, 383]
